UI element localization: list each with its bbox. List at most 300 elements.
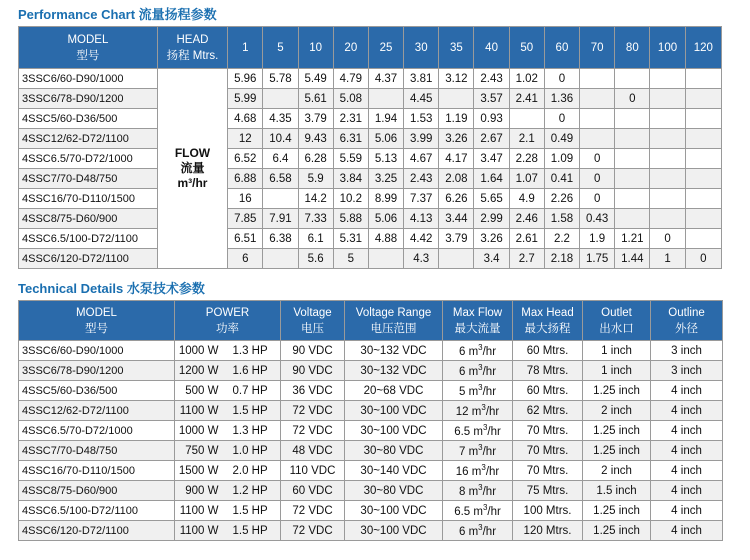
performance-row	[19, 249, 722, 269]
flow-value-cell: 6.51	[228, 229, 263, 249]
model-cell: 4SSC7/70-D48/750	[19, 169, 158, 189]
flow-value-cell: 5.96	[228, 69, 263, 89]
flow-value-cell	[263, 89, 298, 109]
max-head-cell: 100 Mtrs.	[513, 501, 583, 521]
model-cell: 4SSC5/60-D36/500	[19, 381, 175, 401]
technical-header-cn: 电压范围	[370, 322, 417, 335]
technical-header-cn: 最大流量	[454, 322, 501, 335]
power-watt-cell: 1100 W	[175, 401, 225, 421]
flow-value-cell: 4.3	[404, 249, 439, 269]
flow-value-cell: 4.45	[404, 89, 439, 109]
technical-header-en: Outlet	[601, 306, 632, 319]
outline-cell: 4 inch	[651, 481, 723, 501]
flow-value-cell: 6.88	[228, 169, 263, 189]
performance-row	[19, 89, 722, 109]
voltage-cell: 72 VDC	[281, 521, 345, 541]
outlet-cell: 1.25 inch	[583, 441, 651, 461]
flow-value-cell: 1.44	[615, 249, 650, 269]
flow-value-cell: 7.85	[228, 209, 263, 229]
max-head-cell: 70 Mtrs.	[513, 441, 583, 461]
max-flow-unit: /hr	[482, 445, 497, 458]
flow-value-cell: 5.06	[368, 129, 403, 149]
flow-value-cell: 6.4	[263, 149, 298, 169]
flow-value-cell: 7.91	[263, 209, 298, 229]
power-watt-cell: 1100 W	[175, 501, 225, 521]
flow-value-cell: 6.28	[298, 149, 333, 169]
flow-value-cell	[368, 89, 403, 109]
flow-value-cell	[685, 69, 721, 89]
voltage-cell: 90 VDC	[281, 361, 345, 381]
max-head-cell: 120 Mtrs.	[513, 521, 583, 541]
outlet-cell: 1.25 inch	[583, 501, 651, 521]
flow-value-cell: 3.81	[404, 69, 439, 89]
technical-header-row	[19, 301, 723, 341]
outline-cell: 4 inch	[651, 461, 723, 481]
outlet-cell: 1 inch	[583, 361, 651, 381]
flow-value-cell: 4.17	[439, 149, 474, 169]
max-flow-cell	[443, 481, 513, 501]
max-flow-number: 8 m	[458, 485, 479, 498]
flow-value-cell	[368, 249, 403, 269]
outlet-cell: 1.25 inch	[583, 521, 651, 541]
flow-value-cell	[685, 149, 721, 169]
flow-value-cell: 4.42	[404, 229, 439, 249]
technical-header-en: Outline	[668, 306, 705, 319]
outlet-cell: 2 inch	[583, 401, 651, 421]
model-cell: 3SSC6/60-D90/1000	[19, 341, 175, 361]
performance-row	[19, 69, 722, 89]
power-hp-cell: 1.3 HP	[225, 421, 281, 441]
max-flow-sup: 3	[481, 463, 486, 473]
max-head-cell: 70 Mtrs.	[513, 421, 583, 441]
max-flow-cell	[443, 421, 513, 441]
outlet-cell: 1.25 inch	[583, 381, 651, 401]
flow-value-cell: 6.31	[333, 129, 368, 149]
voltage-cell: 110 VDC	[281, 461, 345, 481]
voltage-cell: 36 VDC	[281, 381, 345, 401]
performance-row	[19, 209, 722, 229]
head-value-header: 30	[404, 27, 439, 69]
technical-row	[19, 481, 723, 501]
flow-value-cell: 3.84	[333, 169, 368, 189]
flow-value-cell	[685, 169, 721, 189]
flow-value-cell	[580, 109, 615, 129]
max-flow-sup: 3	[481, 403, 486, 413]
flow-value-cell	[580, 69, 615, 89]
flow-value-cell	[650, 129, 685, 149]
flow-value-cell: 1.53	[404, 109, 439, 129]
head-header-cn: 扬程 Mtrs.	[166, 49, 219, 62]
flow-value-cell: 0	[615, 89, 650, 109]
flow-value-cell: 2.28	[509, 149, 544, 169]
power-hp-cell: 1.0 HP	[225, 441, 281, 461]
technical-header-en: POWER	[205, 306, 250, 319]
model-header-en: MODEL	[67, 33, 109, 46]
flow-value-cell: 3.44	[439, 209, 474, 229]
flow-value-cell: 2.43	[404, 169, 439, 189]
voltage-range-cell: 30~80 VDC	[345, 441, 443, 461]
flow-value-cell: 2.99	[474, 209, 509, 229]
flow-value-cell: 0	[685, 249, 721, 269]
power-watt-cell: 1000 W	[175, 341, 225, 361]
head-value-header: 5	[263, 27, 298, 69]
flow-value-cell	[439, 249, 474, 269]
voltage-range-cell: 30~100 VDC	[345, 421, 443, 441]
head-value-header: 35	[439, 27, 474, 69]
model-cell: 4SSC8/75-D60/900	[19, 209, 158, 229]
technical-header-en: Voltage	[293, 306, 332, 319]
voltage-range-cell: 30~100 VDC	[345, 401, 443, 421]
technical-details-title: Technical Details 水泵技术参数	[18, 281, 205, 296]
head-value-header: 70	[580, 27, 615, 69]
power-hp-cell: 1.5 HP	[225, 521, 281, 541]
model-cell: 4SSC6.5/100-D72/1100	[19, 229, 158, 249]
flow-value-cell: 3.26	[474, 229, 509, 249]
flow-value-cell: 3.99	[404, 129, 439, 149]
flow-value-cell: 2.41	[509, 89, 544, 109]
technical-row	[19, 401, 723, 421]
max-head-cell: 70 Mtrs.	[513, 461, 583, 481]
max-flow-sup: 3	[482, 423, 488, 433]
head-value-header: 40	[474, 27, 509, 69]
max-flow-cell	[443, 341, 513, 361]
model-cell: 3SSC6/60-D90/1000	[19, 69, 158, 89]
voltage-range-cell: 30~132 VDC	[345, 361, 443, 381]
flow-value-cell	[615, 209, 650, 229]
voltage-range-cell: 30~80 VDC	[345, 481, 443, 501]
flow-value-cell: 2.61	[509, 229, 544, 249]
flow-value-cell: 2.46	[509, 209, 544, 229]
voltage-range-cell: 30~132 VDC	[345, 341, 443, 361]
outline-cell: 4 inch	[651, 401, 723, 421]
flow-value-cell: 1.58	[544, 209, 579, 229]
flow-value-cell: 0.41	[544, 169, 579, 189]
flow-value-cell: 9.43	[298, 129, 333, 149]
voltage-cell: 60 VDC	[281, 481, 345, 501]
flow-value-cell: 6.58	[263, 169, 298, 189]
flow-value-cell: 5.9	[298, 169, 333, 189]
flow-value-cell: 0	[580, 169, 615, 189]
performance-row	[19, 169, 722, 189]
model-cell: 3SSC6/78-D90/1200	[19, 361, 175, 381]
model-header	[19, 27, 158, 69]
outline-cell: 4 inch	[651, 501, 723, 521]
head-value-header: 100	[650, 27, 685, 69]
max-head-cell: 62 Mtrs.	[513, 401, 583, 421]
outlet-cell: 1 inch	[583, 341, 651, 361]
flow-value-cell: 2.7	[509, 249, 544, 269]
flow-value-cell: 4.79	[333, 69, 368, 89]
max-flow-sup: 3	[478, 523, 483, 533]
max-flow-number: 6.5 m	[454, 505, 483, 518]
power-watt-cell: 900 W	[175, 481, 225, 501]
technical-header-en: Voltage Range	[355, 306, 432, 319]
performance-row	[19, 229, 722, 249]
flow-value-cell: 10.4	[263, 129, 298, 149]
technical-header-en: Max Flow	[452, 306, 503, 319]
max-flow-cell	[443, 381, 513, 401]
flow-value-cell: 1.02	[509, 69, 544, 89]
head-value-header: 10	[298, 27, 333, 69]
voltage-range-cell: 30~100 VDC	[345, 521, 443, 541]
max-head-cell: 75 Mtrs.	[513, 481, 583, 501]
power-hp-cell: 1.2 HP	[225, 481, 281, 501]
flow-value-cell: 2.1	[509, 129, 544, 149]
flow-value-cell: 2.43	[474, 69, 509, 89]
max-flow-cell	[443, 461, 513, 481]
performance-row	[19, 129, 722, 149]
flow-value-cell: 14.2	[298, 189, 333, 209]
power-watt-cell: 750 W	[175, 441, 225, 461]
performance-row	[19, 189, 722, 209]
flow-value-cell	[650, 109, 685, 129]
outline-cell: 4 inch	[651, 441, 723, 461]
flow-value-cell	[615, 129, 650, 149]
technical-row	[19, 521, 723, 541]
flow-value-cell: 2.67	[474, 129, 509, 149]
technical-header-cell	[281, 301, 345, 341]
technical-header-en: MODEL	[76, 306, 117, 319]
head-value-header: 80	[615, 27, 650, 69]
voltage-cell: 48 VDC	[281, 441, 345, 461]
max-flow-sup: 3	[478, 343, 483, 353]
max-flow-unit: /hr	[482, 385, 497, 398]
max-flow-cell	[443, 501, 513, 521]
max-head-cell: 60 Mtrs.	[513, 381, 583, 401]
max-flow-sup: 3	[478, 363, 483, 373]
technical-table	[18, 300, 723, 541]
flow-value-cell: 6	[228, 249, 263, 269]
flow-value-cell: 5.6	[298, 249, 333, 269]
max-flow-unit: /hr	[482, 365, 497, 378]
flow-value-cell: 1	[650, 249, 685, 269]
technical-header-cell	[19, 301, 175, 341]
max-flow-number: 12 m	[455, 405, 482, 418]
technical-header-cell	[513, 301, 583, 341]
max-flow-number: 6 m	[458, 525, 479, 538]
flow-value-cell: 1.21	[615, 229, 650, 249]
power-hp-cell: 2.0 HP	[225, 461, 281, 481]
max-flow-unit: /hr	[482, 345, 497, 358]
head-header	[157, 27, 227, 69]
flow-value-cell	[650, 149, 685, 169]
flow-value-cell: 4.37	[368, 69, 403, 89]
max-flow-sup: 3	[478, 483, 483, 493]
flow-value-cell: 5.13	[368, 149, 403, 169]
flow-value-cell	[650, 69, 685, 89]
flow-value-cell	[615, 69, 650, 89]
outline-cell: 3 inch	[651, 361, 723, 381]
max-flow-unit: /hr	[487, 425, 501, 438]
technical-row	[19, 341, 723, 361]
flow-value-cell: 1.09	[544, 149, 579, 169]
flow-value-cell: 3.4	[474, 249, 509, 269]
power-hp-cell: 1.3 HP	[225, 341, 281, 361]
flow-value-cell: 3.47	[474, 149, 509, 169]
flow-value-cell	[580, 129, 615, 149]
flow-unit: m³/hr	[177, 176, 208, 190]
performance-row	[19, 109, 722, 129]
flow-value-cell: 7.37	[404, 189, 439, 209]
flow-value-cell: 7.33	[298, 209, 333, 229]
voltage-range-cell: 30~140 VDC	[345, 461, 443, 481]
technical-header-cell	[175, 301, 281, 341]
outlet-cell: 1.25 inch	[583, 421, 651, 441]
max-flow-number: 6 m	[458, 365, 479, 378]
head-value-header: 60	[544, 27, 579, 69]
flow-value-cell: 5.49	[298, 69, 333, 89]
flow-value-cell: 1.9	[580, 229, 615, 249]
max-flow-number: 7 m	[458, 445, 479, 458]
flow-value-cell	[650, 89, 685, 109]
outline-cell: 4 inch	[651, 421, 723, 441]
power-hp-cell: 0.7 HP	[225, 381, 281, 401]
technical-header-cn: 电压	[301, 322, 325, 335]
flow-value-cell: 5.06	[368, 209, 403, 229]
technical-header-cell	[583, 301, 651, 341]
max-flow-number: 16 m	[455, 465, 482, 478]
performance-chart-title: Performance Chart 流量扬程参数	[18, 7, 217, 22]
flow-value-cell: 0	[544, 69, 579, 89]
voltage-range-cell: 20~68 VDC	[345, 381, 443, 401]
flow-value-cell: 5	[333, 249, 368, 269]
flow-value-cell: 4.88	[368, 229, 403, 249]
flow-value-cell: 5.08	[333, 89, 368, 109]
flow-value-cell	[615, 149, 650, 169]
power-watt-cell: 1100 W	[175, 521, 225, 541]
flow-value-cell	[685, 189, 721, 209]
flow-value-cell	[685, 229, 721, 249]
max-head-cell: 60 Mtrs.	[513, 341, 583, 361]
technical-row	[19, 381, 723, 401]
model-cell: 4SSC6.5/70-D72/1000	[19, 149, 158, 169]
max-flow-unit: /hr	[482, 485, 497, 498]
voltage-range-cell: 30~100 VDC	[345, 501, 443, 521]
flow-value-cell	[509, 109, 544, 129]
flow-value-cell	[650, 169, 685, 189]
model-cell: 4SSC16/70-D110/1500	[19, 189, 158, 209]
voltage-cell: 72 VDC	[281, 401, 345, 421]
technical-header-cn: 型号	[85, 322, 108, 335]
performance-header-row	[19, 27, 722, 69]
flow-value-cell: 5.65	[474, 189, 509, 209]
flow-label: FLOW	[174, 146, 211, 160]
model-cell: 4SSC6/120-D72/1100	[19, 521, 175, 541]
flow-value-cell: 4.9	[509, 189, 544, 209]
technical-row	[19, 421, 723, 441]
voltage-cell: 90 VDC	[281, 341, 345, 361]
model-cell: 4SSC6/120-D72/1100	[19, 249, 158, 269]
flow-value-cell: 5.99	[228, 89, 263, 109]
flow-value-cell	[615, 189, 650, 209]
head-value-header: 120	[685, 27, 721, 69]
flow-value-cell	[615, 169, 650, 189]
head-value-header: 25	[368, 27, 403, 69]
flow-value-cell: 5.78	[263, 69, 298, 89]
flow-label-cn: 流量	[180, 161, 205, 175]
flow-value-cell	[685, 109, 721, 129]
max-flow-cell	[443, 521, 513, 541]
flow-value-cell: 3.25	[368, 169, 403, 189]
outline-cell: 4 inch	[651, 521, 723, 541]
flow-value-cell: 3.57	[474, 89, 509, 109]
flow-value-cell	[263, 189, 298, 209]
max-flow-number: 6 m	[458, 345, 479, 358]
technical-row	[19, 461, 723, 481]
model-cell: 3SSC6/78-D90/1200	[19, 89, 158, 109]
flow-value-cell: 2.26	[544, 189, 579, 209]
flow-value-cell: 1.75	[580, 249, 615, 269]
flow-value-cell: 0.49	[544, 129, 579, 149]
max-flow-sup: 3	[482, 503, 488, 513]
model-cell: 4SSC6.5/100-D72/1100	[19, 501, 175, 521]
model-cell: 4SSC5/60-D36/500	[19, 109, 158, 129]
flow-value-cell: 5.61	[298, 89, 333, 109]
performance-table	[18, 26, 722, 269]
power-watt-cell: 500 W	[175, 381, 225, 401]
head-value-header: 1	[228, 27, 263, 69]
power-hp-cell: 1.6 HP	[225, 361, 281, 381]
flow-value-cell	[685, 209, 721, 229]
flow-value-cell: 6.38	[263, 229, 298, 249]
model-cell: 4SSC16/70-D110/1500	[19, 461, 175, 481]
flow-value-cell: 16	[228, 189, 263, 209]
max-flow-cell	[443, 361, 513, 381]
flow-value-cell: 3.79	[439, 229, 474, 249]
flow-value-cell: 6.52	[228, 149, 263, 169]
technical-row	[19, 441, 723, 461]
max-flow-number: 5 m	[458, 385, 479, 398]
flow-value-cell: 4.68	[228, 109, 263, 129]
technical-header-cn: 功率	[216, 322, 239, 335]
technical-header-cell	[345, 301, 443, 341]
technical-row	[19, 501, 723, 521]
flow-value-cell: 0	[544, 109, 579, 129]
model-cell: 4SSC12/62-D72/1100	[19, 401, 175, 421]
performance-row	[19, 149, 722, 169]
flow-value-cell: 0.43	[580, 209, 615, 229]
flow-value-cell: 1.07	[509, 169, 544, 189]
flow-value-cell: 5.59	[333, 149, 368, 169]
max-flow-unit: /hr	[482, 525, 497, 538]
max-flow-cell	[443, 401, 513, 421]
max-head-cell: 78 Mtrs.	[513, 361, 583, 381]
power-watt-cell: 1500 W	[175, 461, 225, 481]
technical-row	[19, 361, 723, 381]
flow-value-cell: 10.2	[333, 189, 368, 209]
flow-value-cell: 3.26	[439, 129, 474, 149]
outline-cell: 4 inch	[651, 381, 723, 401]
flow-value-cell	[650, 189, 685, 209]
flow-value-cell: 3.12	[439, 69, 474, 89]
flow-value-cell	[263, 249, 298, 269]
flow-value-cell: 2.18	[544, 249, 579, 269]
flow-value-cell: 1.94	[368, 109, 403, 129]
flow-value-cell	[650, 209, 685, 229]
flow-value-cell: 2.08	[439, 169, 474, 189]
voltage-cell: 72 VDC	[281, 501, 345, 521]
flow-value-cell: 0	[580, 189, 615, 209]
technical-header-en: Max Head	[521, 306, 574, 319]
flow-value-cell: 0	[580, 149, 615, 169]
flow-value-cell: 4.13	[404, 209, 439, 229]
flow-value-cell: 3.79	[298, 109, 333, 129]
flow-value-cell: 5.31	[333, 229, 368, 249]
flow-value-cell: 2.31	[333, 109, 368, 129]
head-value-header: 50	[509, 27, 544, 69]
voltage-cell: 72 VDC	[281, 421, 345, 441]
flow-value-cell	[685, 129, 721, 149]
